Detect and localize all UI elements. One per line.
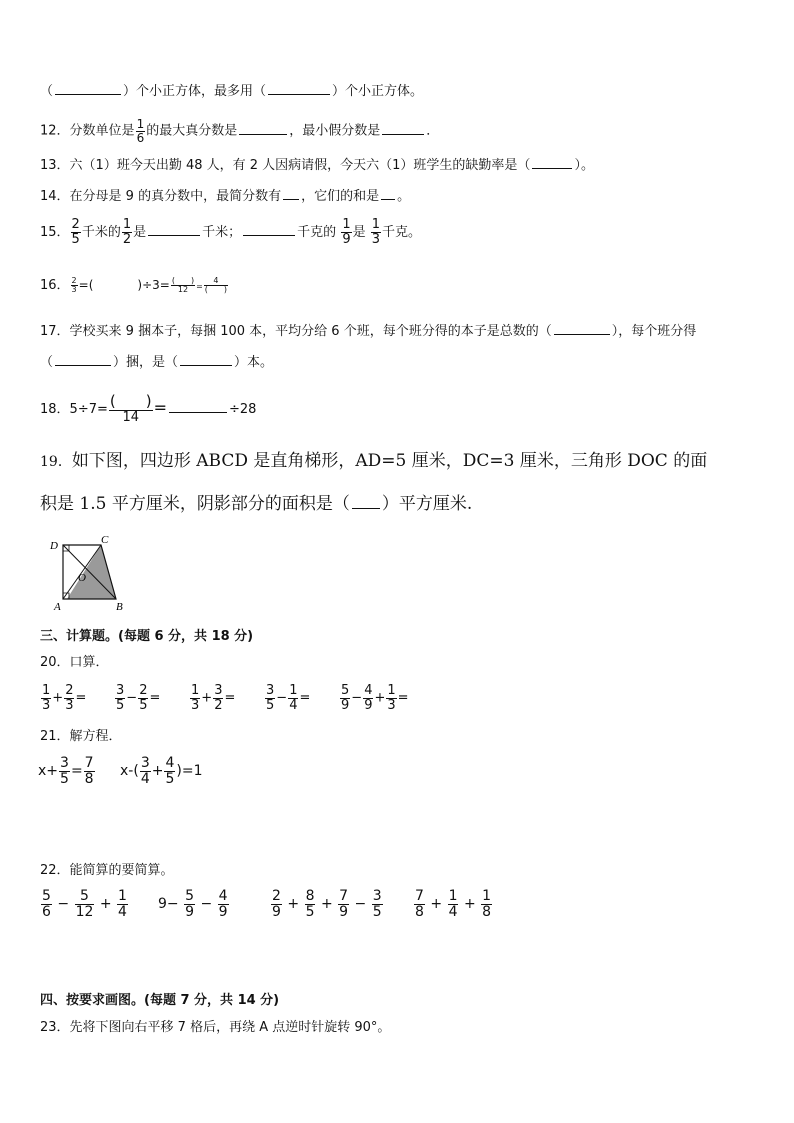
fraction: $\frac{4}{( )}$: [204, 275, 228, 294]
label-o: O: [78, 572, 86, 584]
fraction: $\frac{1}{3}$: [371, 217, 381, 247]
fraction: $\frac{2}{3}$: [71, 275, 77, 294]
q20-expr-1: $\frac{1}{3}$ + $\frac{2}{3}$ =: [42, 683, 87, 713]
fraction: $\frac{7}{9}$: [339, 888, 349, 920]
question-15: 15． $\frac{2}{5}$ 千米的 $\frac{1}{2}$ 是 千米； 千克的 $\frac{1}{9}$ 是 $\frac{1}{3}$ 千克。: [40, 217, 422, 247]
question-17-line-1: 17．学校买来 9 捆本子，每捆 100 本，平均分给 6 个班，每个班分得的本子是总数的（ ），每个班分得: [40, 324, 697, 339]
fraction: $\frac{3}{5}$: [60, 755, 69, 787]
q20-expr-4: $\frac{3}{5}$ − $\frac{1}{4}$ =: [266, 683, 311, 713]
fraction: $\frac{1}{4}$: [118, 888, 127, 920]
fraction: $\frac{1}{6}$: [136, 117, 145, 145]
question-20-title: 20．口算．: [40, 655, 109, 670]
fraction: $\frac{1}{9}$: [342, 217, 351, 247]
answer-blank: [55, 353, 111, 366]
fraction: $\frac{4}{9}$: [364, 683, 373, 713]
fraction: $\frac{2}{9}$: [272, 888, 281, 920]
fraction: $\frac{1}{3}$: [42, 683, 51, 713]
answer-blank: [55, 82, 121, 95]
answer-blank: [382, 122, 424, 135]
fraction: $\frac{5}{9}$: [185, 888, 195, 920]
q20-expr-3: $\frac{1}{3}$ + $\frac{3}{2}$ =: [191, 683, 236, 713]
fraction: $\frac{1}{3}$: [191, 683, 200, 713]
answer-blank: [268, 82, 330, 95]
fraction: $\frac{7}{8}$: [415, 888, 424, 920]
question-21-title: 21．解方程．: [40, 729, 122, 744]
answer-blank: [243, 223, 295, 236]
q21-equation-1: x+ $\frac{3}{5}$ = $\frac{7}{8}$: [38, 755, 94, 787]
fraction: $\frac{1}{3}$: [387, 683, 396, 713]
answer-blank: [381, 187, 395, 200]
fraction: $\frac{( )}{14}$: [109, 392, 152, 426]
fraction: $\frac{1}{8}$: [482, 888, 492, 920]
fraction: $\frac{( )}{12}$: [171, 275, 195, 294]
q22-expr-1: $\frac{5}{6}$ − $\frac{5}{12}$ + $\frac{1}{4}$: [42, 888, 127, 920]
fraction: $\frac{5}{9}$: [341, 683, 350, 713]
fraction: $\frac{3}{2}$: [214, 683, 223, 713]
q22-expr-4: $\frac{7}{8}$ + $\frac{1}{4}$ + $\frac{1}{8}$: [415, 888, 492, 920]
fraction: $\frac{3}{5}$: [116, 683, 125, 713]
fraction: $\frac{1}{2}$: [122, 217, 132, 247]
trapezoid-figure: [44, 534, 134, 612]
q20-expr-2: $\frac{3}{5}$ − $\frac{2}{5}$ =: [116, 683, 161, 713]
q22-expr-3: $\frac{2}{9}$ + $\frac{8}{5}$ + $\frac{7}{9}$ − $\frac{3}{5}$: [272, 888, 382, 920]
answer-blank: [239, 122, 287, 135]
label-b: B: [116, 601, 123, 612]
answer-blank: [169, 400, 227, 413]
label-a: A: [54, 601, 61, 612]
fraction: $\frac{3}{5}$: [372, 888, 382, 920]
question-19-line-2: 积是 1.5 平方厘米，阴影部分的面积是（ ）平方厘米.: [40, 494, 473, 514]
question-19-line-1: 19．如下图，四边形 ABCD 是直角梯形，AD=5 厘米，DC=3 厘米，三角形 DOC 的面: [40, 451, 708, 471]
fraction: $\frac{1}{4}$: [289, 683, 298, 713]
section-4-title: 四、按要求画图。(每题 7 分，共 14 分): [40, 993, 280, 1008]
fraction: $\frac{4}{9}$: [218, 888, 228, 920]
fraction: $\frac{3}{5}$: [266, 683, 275, 713]
fraction: $\frac{8}{5}$: [305, 888, 315, 920]
answer-blank: [554, 322, 610, 335]
question-13: 13．六（1）班今天出勤 48 人，有 2 人因病请假，今天六（1）班学生的缺勤率是（ ）。: [40, 158, 594, 173]
fraction: $\frac{4}{5}$: [165, 755, 175, 787]
question-14: 14．在分母是 9 的真分数中，最简分数有 ，它们的和是 。: [40, 189, 411, 204]
fraction: $\frac{7}{8}$: [84, 755, 94, 787]
answer-blank: [148, 223, 200, 236]
section-3-title: 三、计算题。(每题 6 分，共 18 分): [40, 629, 254, 644]
answer-blank: [352, 492, 380, 509]
fraction: $\frac{1}{4}$: [448, 888, 458, 920]
fraction: $\frac{2}{5}$: [139, 683, 148, 713]
question-18: 18．5÷7= $\frac{( )}{14}$ = ÷28: [40, 392, 257, 426]
fraction: $\frac{3}{4}$: [140, 755, 150, 787]
question-12: 12．分数单位是 $\frac{1}{6}$ 的最大真分数是 ，最小假分数是 ．: [40, 117, 440, 145]
fraction: $\frac{5}{12}$: [75, 888, 94, 920]
q20-expr-5: $\frac{5}{9}$ − $\frac{4}{9}$ + $\frac{1}{3}$ =: [341, 683, 409, 713]
answer-blank: [283, 187, 299, 200]
q11-line: （ ）个小正方体，最多用（ ）个小正方体。: [40, 84, 424, 99]
question-16: 16． $\frac{2}{3}$ =( )÷3= $\frac{( )}{12}$ = $\frac{4}{( )}$: [40, 275, 228, 294]
answer-blank: [180, 353, 232, 366]
label-c: C: [101, 534, 109, 546]
label-d: D: [50, 540, 58, 552]
fraction: $\frac{5}{6}$: [42, 888, 51, 920]
question-22-title: 22．能简算的要简算。: [40, 863, 174, 878]
question-17-line-2: （ ）捆，是（ ）本。: [40, 355, 274, 370]
question-23: 23．先将下图向右平移 7 格后，再绕 A 点逆时针旋转 90°。: [40, 1020, 391, 1035]
q21-equation-2: x-( $\frac{3}{4}$ + $\frac{4}{5}$ )=1: [120, 755, 203, 787]
q22-expr-2: 9− $\frac{5}{9}$ − $\frac{4}{9}$: [158, 888, 228, 920]
answer-blank: [532, 156, 572, 169]
fraction: $\frac{2}{3}$: [65, 683, 74, 713]
fraction: $\frac{2}{5}$: [71, 217, 80, 247]
